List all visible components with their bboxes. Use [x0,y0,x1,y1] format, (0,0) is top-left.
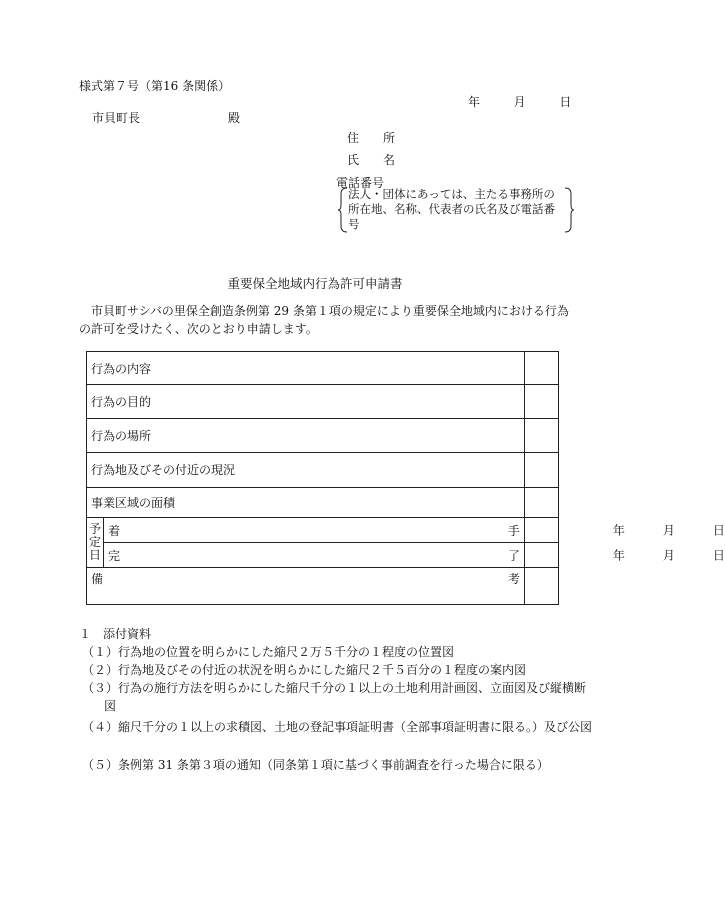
start-label [104,518,525,543]
table-row [87,488,559,518]
form-number: 様式第７号（第16 条関係） [79,79,231,93]
end-month-label: 月 [662,548,675,563]
remarks-label-left: 備 [91,572,104,586]
start-label-right: 手 [507,523,520,538]
row-label-current-state: 行為地及びその付近の現況 [87,453,525,488]
attachment-item: （３）行為の施行方法を明らかにした縮尺千分の１以上の土地利用計画図、立面図及び縦横断図 [82,681,587,713]
attachment-item: （４）縮尺千分の１以上の求積図、土地の登記事項証明書（全部事項証明書に限る。）及び公図 [82,720,593,734]
table-row [87,385,559,419]
intro-paragraph: 市貝町サシバの里保全創造条例第 29 条第１項の規定により重要保全地域内における行為の許可を受けたく、次のとおり申請します。 [79,304,569,336]
table-row [87,568,559,605]
attachment-item: （２）行為地及びその付近の状況を明らかにした縮尺２千５百分の１程度の案内図 [82,663,527,677]
addressee-name: 市貝町長 [92,111,141,125]
remarks-label [87,568,525,605]
attachment-item: （１）行為地の位置を明らかにした縮尺２万５千分の１程度の位置図 [82,645,455,659]
start-day-label: 日 [712,523,725,538]
table-row [87,419,559,453]
end-day-label: 日 [712,548,725,563]
date-month-label: 月 [513,95,526,109]
end-year-label: 年 [612,548,625,563]
application-table [86,351,725,605]
schedule-label [87,518,104,568]
current-state-field[interactable] [524,453,558,488]
schedule-char: 予 [89,522,102,536]
row-label-area: 事業区域の面積 [87,488,525,518]
address-label: 住 所 [347,131,396,145]
area-field[interactable] [524,488,558,518]
start-month-label: 月 [662,523,675,538]
start-date-field[interactable] [524,518,725,543]
submission-date [468,93,571,110]
row-label-location: 行為の場所 [87,419,525,453]
end-label-left: 完 [108,548,121,563]
schedule-char: 日 [89,548,102,562]
row-label-content: 行為の内容 [87,352,525,385]
attachments-heading: １ 添付資料 [79,627,152,641]
content-field[interactable] [524,352,558,385]
start-year-label: 年 [612,523,625,538]
remarks-label-right: 考 [507,572,520,586]
date-year-label: 年 [468,95,481,109]
attachment-item: （５）条例第 31 条第３項の通知（同条第１項に基づく事前調査を行った場合に限る） [82,758,549,772]
table-row [87,518,559,543]
purpose-field[interactable] [524,385,558,419]
document-title: 重要保全地域内行為許可申請書 [227,276,403,291]
table-row [87,453,559,488]
date-day-label: 日 [559,95,572,109]
remarks-field[interactable] [524,568,558,605]
end-label [104,543,525,568]
table-row [87,352,559,385]
end-label-right: 了 [507,548,520,563]
start-label-left: 着 [108,523,121,538]
honorific: 殿 [228,111,241,125]
end-date-field[interactable] [524,543,725,568]
row-label-purpose: 行為の目的 [87,385,525,419]
schedule-char: 定 [89,535,102,549]
phone-label: 電話番号 [336,176,385,190]
corporate-note: 法人・団体にあっては、主たる事務所の所在地、名称、代表者の氏名及び電話番号 [348,187,555,231]
addressee [92,109,240,126]
location-field[interactable] [524,419,558,453]
name-label: 氏 名 [347,153,396,167]
table-row [87,543,559,568]
